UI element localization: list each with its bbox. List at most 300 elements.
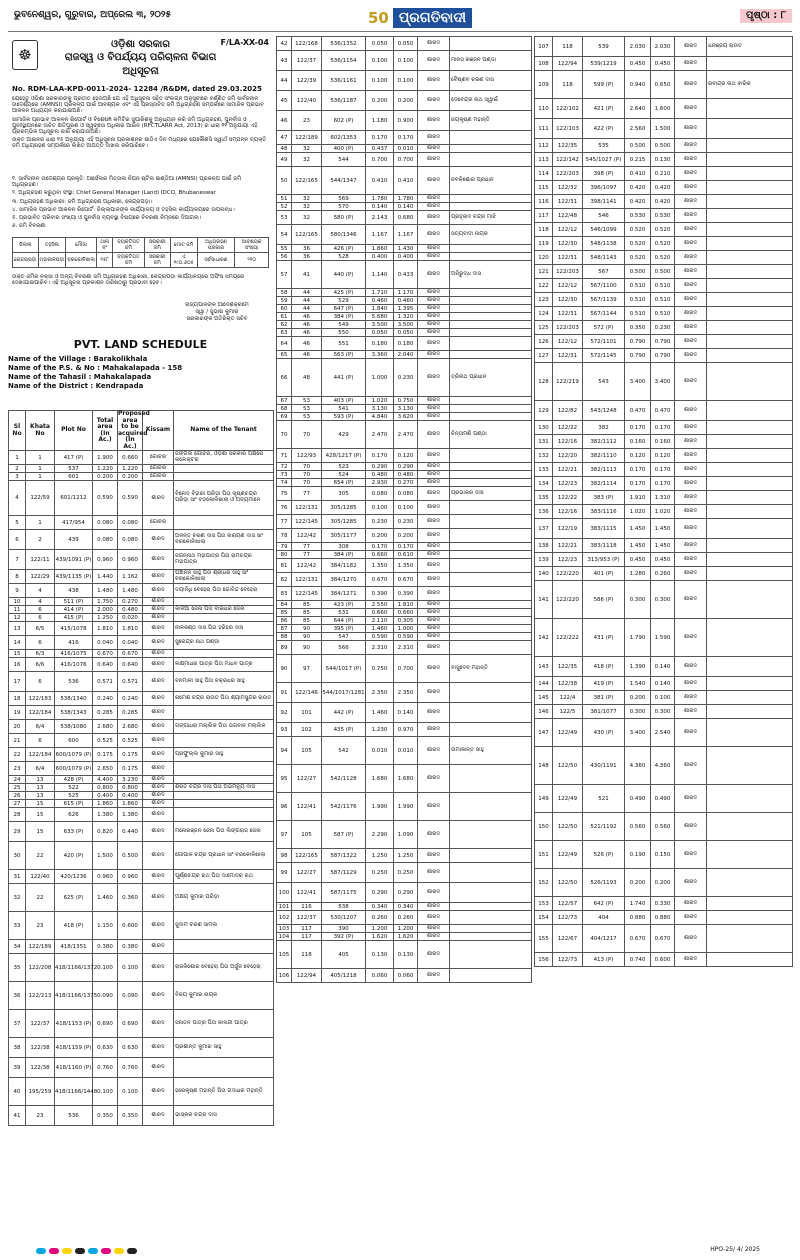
table-cell: 1.680: [394, 765, 418, 793]
table-cell: 543/1248: [583, 401, 625, 421]
table-cell: 0.080: [394, 487, 418, 501]
table-cell: ଶାରଦ: [675, 223, 707, 237]
notice-paragraph: ଉକ୍ତ ଆଇନର ଧାରା ୧୫ ଅନୁଯାୟୀ ଏହି ଅଧିସୂଚନା ପ୍ରକାଶନର ଷାଠିଏ ଦିନ ମଧ୍ୟରେ ଯେକୌଣସି ସ୍ୱାର୍ଥ ସମ୍ପନ୍ନ ବ୍ୟକ୍ତି ଜମି ଅଧିଗ୍ରହଣ ସମ୍ପର୍କରେ ଲିଖିତ ଆପତ୍ତି ଦାଖଲ କରିପାରିବେ।: [12, 137, 267, 150]
table-cell: 85: [292, 617, 322, 625]
table-cell: ଶାରଦ: [675, 421, 707, 435]
table-cell: 1.480: [118, 584, 143, 598]
table-cell: 644 (P): [322, 617, 366, 625]
table-cell: ଶାରଦ: [675, 363, 707, 401]
table-cell: 13: [26, 792, 55, 800]
table-cell: ଶାରଦ: [675, 785, 707, 813]
table-cell: 0.571: [118, 672, 143, 692]
table-cell: ଧନଞ୍ଜୟ ରାଉତ: [707, 37, 793, 57]
edition-date: ଭୁବନେଶ୍ୱର, ଗୁରୁବାର, ଅପ୍ରେଲ ୩, ୨୦୨୫: [14, 10, 171, 20]
government-name: ଓଡ଼ିଶା ସରକାର: [111, 39, 170, 50]
table-cell: ଗୋଚର: [143, 451, 174, 465]
table-cell: [707, 119, 793, 139]
table-cell: 113: [535, 153, 553, 167]
table-cell: 0.350: [93, 1106, 118, 1126]
table-cell: ଶାରଦ: [418, 601, 450, 609]
table-cell: [174, 776, 274, 784]
header-divider: [8, 31, 792, 32]
table-cell: 398 (P): [583, 167, 625, 181]
table-cell: 0.670: [366, 573, 394, 587]
table-cell: [707, 911, 793, 925]
table-cell: 123: [535, 293, 553, 307]
table-cell: 439/1135 (P): [55, 570, 93, 584]
table-cell: ଶାରଦ: [418, 131, 450, 145]
table-cell: ଶାରଦ: [675, 519, 707, 539]
table-cell: 46: [292, 351, 322, 359]
table-cell: ଶାରଦ: [418, 903, 450, 911]
table-cell: 0.510: [625, 293, 651, 307]
table-cell: 115: [535, 181, 553, 195]
table-cell: 0.100: [366, 71, 394, 91]
table-cell: 116: [292, 903, 322, 911]
table-cell: 0.660: [118, 451, 143, 465]
table-cell: 439/1091 (P): [55, 550, 93, 570]
table-cell: 77: [292, 543, 322, 551]
notice-item: ୫. ପ୍ରଭାବିତ ପରିବାର ସଂଖ୍ୟା ଓ ପୁନର୍ବାସ ବ୍ୟବସ୍ଥା ବିଷୟରେ ବିବରଣୀ ନିମ୍ନରେ ଦିଆଗଲା।: [12, 215, 202, 222]
table-cell: [450, 925, 532, 933]
table-cell: [450, 289, 532, 297]
table-cell: 101: [292, 703, 322, 723]
table-cell: 90: [292, 625, 322, 633]
table-cell: 0.560: [625, 813, 651, 841]
table-row: [535, 691, 793, 705]
table-cell: [450, 933, 532, 941]
table-cell: 32: [9, 884, 26, 912]
table-cell: 395 (P): [322, 625, 366, 633]
table-row: [277, 573, 532, 587]
table-row: [535, 925, 793, 953]
table-cell: 130: [535, 421, 553, 435]
table-cell: 1.750: [93, 598, 118, 606]
table-cell: 430 (P): [583, 719, 625, 747]
table-cell: [450, 297, 532, 305]
table-cell: [174, 1058, 274, 1078]
table-cell: 1.600: [651, 99, 675, 119]
table-cell: 440 (P): [322, 261, 366, 289]
table-cell: [450, 633, 532, 641]
table-cell: 305/1285: [322, 515, 366, 529]
table-cell: 0.175: [118, 762, 143, 776]
table-cell: 0.170: [651, 477, 675, 491]
table-cell: 569: [322, 195, 366, 203]
table-cell: 0.140: [394, 203, 418, 211]
table-cell: 305/1177: [322, 529, 366, 543]
table-cell: 536/1352: [322, 37, 366, 51]
table-cell: ସୁରେନ୍ଦ୍ର ନାଥ ପଣ୍ଡା: [174, 636, 274, 650]
table-cell: [450, 723, 532, 737]
table-cell: ଶାରଦ: [675, 953, 707, 967]
table-cell: ଶାରଦ: [675, 477, 707, 491]
table-row: [277, 529, 532, 543]
table-cell: 0.285: [93, 706, 118, 720]
table-row: [277, 543, 532, 551]
signature-line: ରାଜ୍ୟପାଳଙ୍କ ଆଦେଶକ୍ରମେ: [185, 302, 249, 308]
table-cell: 4.360: [651, 747, 675, 785]
table-cell: 400 (P): [322, 145, 366, 153]
table-cell: 413 (P): [583, 953, 625, 967]
table-cell: 11: [9, 606, 26, 614]
table-row: [277, 723, 532, 737]
table-cell: 3.230: [118, 776, 143, 784]
table-cell: 1.320: [394, 313, 418, 321]
table-row: [277, 941, 532, 969]
table-cell: 151: [535, 841, 553, 869]
schedule-info-line: Name of the Village : Barakolikhala: [8, 355, 148, 363]
table-cell: 0.400: [118, 792, 143, 800]
table-row: [277, 587, 532, 601]
table-cell: 122/131: [292, 573, 322, 587]
table-cell: 587/1322: [322, 849, 366, 863]
table-row: [535, 401, 793, 421]
table-cell: [174, 465, 274, 473]
table-cell: 46: [292, 337, 322, 351]
table-cell: 1.540: [625, 677, 651, 691]
table-cell: 0.120: [394, 449, 418, 463]
table-cell: 14: [9, 636, 26, 650]
summary-value: ମହାକାଳପଡ଼ା: [38, 253, 66, 268]
table-cell: 29: [9, 822, 26, 842]
table-row: [277, 225, 532, 245]
table-cell: 0.100: [394, 71, 418, 91]
table-cell: ଶାରଦ: [143, 658, 174, 672]
table-cell: ଶାରଦ: [418, 359, 450, 397]
table-cell: 525: [55, 792, 93, 800]
table-cell: 416: [55, 636, 93, 650]
table-cell: 2.040: [394, 351, 418, 359]
table-row: [535, 785, 793, 813]
table-cell: ଶାରଦ: [675, 619, 707, 657]
table-row: [9, 748, 274, 762]
table-cell: 72: [277, 463, 292, 471]
table-cell: ଶାରଦ: [143, 636, 174, 650]
table-cell: 91: [277, 683, 292, 703]
table-cell: 0.140: [651, 677, 675, 691]
table-cell: 3.130: [366, 405, 394, 413]
table-cell: [450, 903, 532, 911]
summary-header: ତହସିଲ: [38, 238, 66, 253]
table-cell: ଗୋଚର: [143, 465, 174, 473]
table-cell: 122/4: [553, 691, 583, 705]
table-cell: [450, 351, 532, 359]
table-cell: 600: [55, 734, 93, 748]
table-cell: 546/1099: [583, 223, 625, 237]
table-cell: 0.080: [118, 530, 143, 550]
table-cell: 586 (P): [583, 581, 625, 619]
table-cell: 0.500: [651, 139, 675, 153]
land-schedule-table-1: [8, 410, 274, 1126]
table-cell: ଶାରଦ: [143, 842, 174, 870]
table-cell: 383/1115: [583, 519, 625, 539]
table-cell: 0.450: [625, 553, 651, 567]
table-cell: 53: [292, 405, 322, 413]
table-cell: ଶାରଦ: [418, 421, 450, 449]
table-cell: 48: [277, 145, 292, 153]
table-cell: 0.200: [625, 869, 651, 897]
table-cell: 1.280: [625, 567, 651, 581]
table-cell: 105: [277, 941, 292, 969]
table-cell: 384/1270: [322, 573, 366, 587]
table-cell: 0.440: [118, 822, 143, 842]
notice-paragraph: ସାମାଜିକ ପ୍ରଭାବ ଆକଳନ ରିପୋର୍ଟ ଓ ବିଶେଷଜ୍ଞ କମିଟିର ସୁପାରିଶକୁ ଅନୁଧ୍ୟାନ କରି ଜମି ଅଧିଗ୍ରହଣ, ପୁନର୍ବାସ ଓ ପୁନଃସ୍ଥାପନରେ ଉଚିତ କ୍ଷତିପୂରଣ ଓ ସ୍ୱଚ୍ଛତା ଅଧିକାର ଆଇନ (RFCTLARR Act, 2013) ର ଧାରା ୧୧ ଅନୁଯାୟୀ ଏହି ପ୍ରାରମ୍ଭିକ ଅଧିସୂଚନା ଜାରି କରାଯାଉଅଛି।: [12, 116, 258, 136]
table-cell: 542/1128: [322, 765, 366, 793]
table-cell: 195/259: [26, 1078, 55, 1106]
table-cell: ଶାରଦ: [675, 705, 707, 719]
table-cell: 0.700: [394, 655, 418, 683]
table-cell: ପ୍ରଫୁଲ୍ଲ କୁମାର ସାହୁ: [174, 748, 274, 762]
table-cell: 511 (P): [55, 598, 93, 606]
table-cell: 0.940: [625, 71, 651, 99]
table-cell: 1.680: [366, 765, 394, 793]
table-cell: 122/11: [26, 550, 55, 570]
table-cell: 19: [9, 706, 26, 720]
table-cell: 3.400: [651, 363, 675, 401]
table-cell: [707, 363, 793, 401]
table-cell: 0.510: [625, 279, 651, 293]
table-cell: 61: [277, 313, 292, 321]
table-row: [535, 223, 793, 237]
table-cell: ରମେଶ ଚନ୍ଦ୍ର ରାଉତ ପିତା ଶ୍ୟାମସୁନ୍ଦର ରାଉତ: [174, 692, 274, 706]
table-cell: 26: [9, 792, 26, 800]
table-cell: 0.410: [394, 167, 418, 195]
table-cell: 32: [292, 203, 322, 211]
table-cell: 0.510: [625, 307, 651, 321]
table-cell: ଶାରଦ: [143, 800, 174, 808]
table-cell: 122/37: [292, 51, 322, 71]
table-cell: ଶାରଦ: [418, 969, 450, 983]
notice-item: ୩. ଅଧିଗ୍ରହଣ ଅଧିକାରୀ: ଜମି ଅଧିଗ୍ରହଣ ଅଧିକାରୀ, କେନ୍ଦ୍ରାପଡ଼ା।: [12, 198, 153, 205]
summary-header: ମୌଜା: [66, 238, 96, 253]
table-cell: 0.150: [651, 841, 675, 869]
table-cell: ଶାରଦ: [143, 481, 174, 516]
table-cell: 1.167: [366, 225, 394, 245]
table-cell: 122/50: [553, 813, 583, 841]
table-row: [535, 841, 793, 869]
table-cell: 0.670: [651, 925, 675, 953]
table-cell: 86: [277, 617, 292, 625]
table-cell: 122/184: [26, 748, 55, 762]
table-row: [535, 911, 793, 925]
table-cell: ଶାରଦ: [418, 479, 450, 487]
table-cell: [450, 337, 532, 351]
table-cell: 0.500: [651, 265, 675, 279]
table-cell: 0.790: [651, 335, 675, 349]
table-cell: 31: [9, 870, 26, 884]
table-cell: ଶାରଦ: [418, 203, 450, 211]
table-cell: ଶାରଦ: [675, 153, 707, 167]
table-cell: 383/1116: [583, 505, 625, 519]
table-cell: 37: [9, 1010, 26, 1038]
summary-value: ସର୍ବସାଧାରଣ: [197, 253, 235, 268]
table-cell: [707, 477, 793, 491]
table-cell: [450, 793, 532, 821]
table-cell: ଶାରଦ: [418, 821, 450, 849]
table-cell: 415 (P): [55, 614, 93, 622]
table-cell: 76: [277, 501, 292, 515]
table-cell: 105: [292, 737, 322, 765]
table-cell: ପଞ୍ଚାନନ ସାହୁ ପିତା ଶ୍ରୀଧର ସାହୁ ସାଂ ବରକୋଳିଖାଲା: [174, 570, 274, 584]
table-row: [277, 641, 532, 655]
table-cell: 522: [55, 784, 93, 792]
table-cell: [450, 683, 532, 703]
table-cell: 0.960: [93, 550, 118, 570]
table-cell: 27: [9, 800, 26, 808]
table-row: [9, 912, 274, 940]
table-cell: ଶାରଦ: [143, 822, 174, 842]
table-row: [535, 657, 793, 677]
table-cell: 536: [55, 672, 93, 692]
schedule-title: PVT. LAND SCHEDULE: [73, 338, 208, 351]
table-row: [9, 598, 274, 606]
notification-number: No. RDM-LAA-KPD-0011-2024- 12284 /R&DM, dated 29.03.2025: [12, 85, 262, 93]
table-cell: ଶାରଦ: [675, 657, 707, 677]
table-cell: 95: [277, 765, 292, 793]
table-cell: 0.660: [366, 609, 394, 617]
table-cell: 15: [9, 650, 26, 658]
table-cell: 122/189: [26, 940, 55, 954]
table-cell: 136: [535, 505, 553, 519]
table-cell: ଶାରଦ: [418, 863, 450, 883]
table-row: [277, 463, 532, 471]
department-name: ରାଜସ୍ୱ ଓ ବିପର୍ଯ୍ୟୟ ପରିଚାଳନା ବିଭାଗ: [64, 52, 217, 63]
table-cell: 0.300: [651, 705, 675, 719]
table-row: [9, 1038, 274, 1058]
table-cell: 122/165: [292, 225, 322, 245]
table-cell: ଶାରଦ: [143, 982, 174, 1010]
table-cell: 0.210: [651, 167, 675, 181]
table-cell: 0.160: [651, 435, 675, 449]
table-row: [277, 479, 532, 487]
table-cell: 425 (P): [322, 289, 366, 297]
table-cell: ଶାରଦ: [675, 691, 707, 705]
table-cell: 22: [26, 842, 55, 870]
table-row: [535, 349, 793, 363]
table-cell: ସୁଦାମ ଚରଣ ସାମଲ: [174, 912, 274, 940]
table-cell: 1.090: [394, 821, 418, 849]
table-cell: 0.240: [93, 692, 118, 706]
table-row: [9, 692, 274, 706]
table-cell: 9: [9, 584, 26, 598]
table-cell: 541: [322, 405, 366, 413]
table-cell: 2.470: [366, 421, 394, 449]
table-cell: 442 (P): [322, 703, 366, 723]
table-cell: 403 (P): [322, 397, 366, 405]
table-cell: 1.460: [93, 884, 118, 912]
table-cell: 404/1217: [583, 925, 625, 953]
table-cell: 587/1175: [322, 883, 366, 903]
table-cell: [450, 471, 532, 479]
color-swatch: [114, 1248, 124, 1254]
table-cell: 85: [292, 601, 322, 609]
table-cell: 122/23: [553, 477, 583, 491]
table-cell: ଶାରଦ: [418, 195, 450, 203]
table-cell: 420 (P): [55, 842, 93, 870]
table-cell: ଶାରଦ: [143, 912, 174, 940]
table-row: [9, 800, 274, 808]
table-cell: 0.270: [394, 479, 418, 487]
table-cell: ଶାରଦ: [418, 351, 450, 359]
table-cell: 417 (P): [55, 451, 93, 465]
table-cell: 122/37: [292, 911, 322, 925]
table-cell: 0.520: [625, 223, 651, 237]
table-cell: ଶାରଦ: [418, 153, 450, 167]
summary-value: ୨୧୦: [235, 253, 269, 268]
table-cell: [707, 349, 793, 363]
table-cell: 2.540: [651, 719, 675, 747]
table-cell: 418 (P): [55, 912, 93, 940]
table-cell: 122/16: [553, 435, 583, 449]
table-cell: 122/168: [292, 37, 322, 51]
table-cell: 392 (P): [322, 933, 366, 941]
table-cell: ଶାରଦ: [418, 253, 450, 261]
table-cell: 58: [277, 289, 292, 297]
table-cell: 35: [9, 954, 26, 982]
table-cell: 44: [277, 71, 292, 91]
table-row: [277, 37, 532, 51]
table-cell: 305: [322, 487, 366, 501]
table-row: [277, 321, 532, 329]
table-cell: 0.100: [366, 51, 394, 71]
table-cell: 153: [535, 897, 553, 911]
table-cell: [450, 883, 532, 903]
table-row: [277, 305, 532, 313]
table-cell: ଶାରଦ: [143, 748, 174, 762]
table-cell: 118: [535, 223, 553, 237]
table-cell: 0.900: [394, 111, 418, 131]
table-cell: 146: [535, 705, 553, 719]
table-cell: 0.230: [651, 321, 675, 335]
table-cell: 142: [535, 619, 553, 657]
table-cell: 84: [277, 601, 292, 609]
table-row: [9, 734, 274, 748]
table-cell: 0.290: [394, 883, 418, 903]
table-cell: 418/1166/1448: [55, 1078, 93, 1106]
table-cell: ଶାରଦ: [418, 941, 450, 969]
table-cell: ସତ୍ୟବାଦୀ ନାୟକ: [450, 225, 532, 245]
table-cell: 122/82: [553, 401, 583, 421]
table-cell: 80: [277, 551, 292, 559]
table-cell: ଶାରଦ: [143, 784, 174, 792]
table-cell: ନବକିଶୋର ପ୍ରଧାନ: [450, 167, 532, 195]
table-row: [535, 237, 793, 251]
table-cell: 438: [55, 584, 93, 598]
table-cell: 0.700: [366, 153, 394, 167]
table-cell: ଶାରଦ: [418, 765, 450, 793]
table-row: [9, 650, 274, 658]
summary-header: ଜିଲ୍ଲା: [13, 238, 39, 253]
table-cell: [707, 181, 793, 195]
table-cell: 0.400: [93, 792, 118, 800]
table-cell: 0.460: [366, 297, 394, 305]
table-cell: 566: [322, 641, 366, 655]
table-cell: 39: [9, 1058, 26, 1078]
table-cell: 122/50: [553, 869, 583, 897]
table-cell: 0.080: [93, 516, 118, 530]
table-cell: 100: [277, 883, 292, 903]
table-row: [535, 119, 793, 139]
table-cell: 104: [277, 933, 292, 941]
table-cell: 2.290: [366, 821, 394, 849]
table-cell: 0.100: [93, 1078, 118, 1106]
table-cell: 0.420: [651, 195, 675, 209]
table-cell: 83: [277, 587, 292, 601]
table-cell: ଶାରଦ: [418, 849, 450, 863]
table-cell: 122/57: [553, 897, 583, 911]
table-row: [277, 111, 532, 131]
